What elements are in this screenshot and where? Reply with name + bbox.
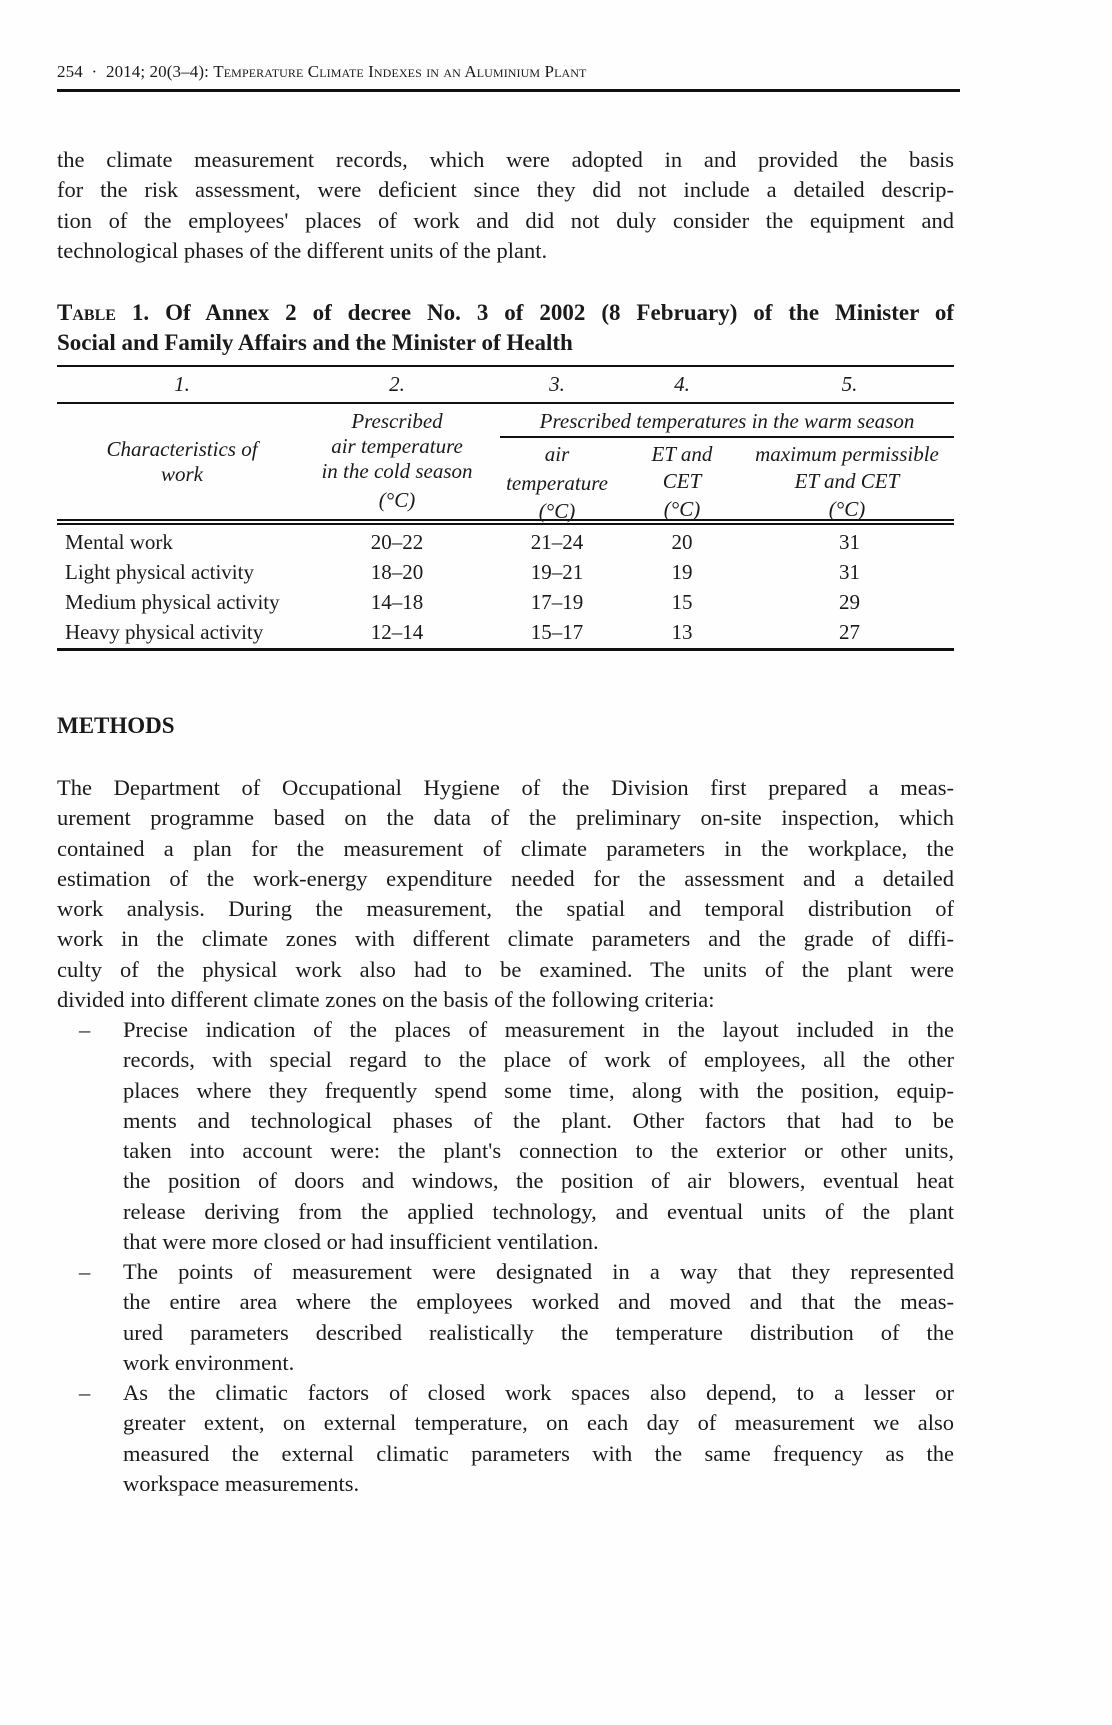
cell-work: Heavy physical activity [65, 620, 264, 644]
header-warm-season-group: Prescribed temperatures in the warm season [539, 409, 915, 433]
text-line: The points of measurement were designated in a way that they represented [123, 1259, 954, 1284]
header-line: (°C) [828, 497, 866, 521]
cell-cold-air: 18–20 [370, 560, 424, 584]
cell-warm-air: 17–19 [530, 590, 584, 614]
bullet-marker: – [79, 1259, 91, 1284]
text-line: technological phases of the different units of the plant. [57, 237, 548, 263]
header-line: air temperature [331, 434, 463, 458]
running-head [57, 62, 954, 82]
table-bottom-rule [57, 648, 954, 651]
caption-text: Social and Family Affairs and the Minister of Health [57, 330, 573, 355]
header-cold-season [307, 409, 487, 513]
cell-warm-air: 15–17 [530, 620, 584, 644]
header-line: (°C) [378, 488, 416, 512]
text-line: measured the external climatic parameters with the same frequency as the [123, 1440, 954, 1466]
header-line: in the cold season [321, 459, 473, 483]
column-number-2: 2. [389, 372, 405, 396]
cell-et-cet: 20 [671, 530, 693, 554]
cell-warm-air: 21–24 [530, 530, 584, 554]
cell-cold-air: 14–18 [370, 590, 424, 614]
running-title: Temperature Climate Indexes in an Aluminium Plant [213, 62, 587, 81]
header-rule [57, 89, 960, 92]
header-line: Characteristics of [106, 437, 258, 461]
cell-max-et-cet: 31 [839, 560, 860, 584]
column-number-3: 3. [549, 372, 565, 396]
text-line: ments and technological phases of the plant. Other factors that had to be [123, 1107, 954, 1133]
bullet-marker: – [79, 1380, 91, 1405]
column-number-4: 4. [674, 372, 690, 396]
text-line: that were more closed or had insufficient ventilation. [123, 1229, 599, 1255]
cell-work: Light physical activity [65, 560, 254, 584]
header-line: (°C) [538, 499, 576, 523]
cell-max-et-cet: 29 [839, 590, 860, 614]
cell-max-et-cet: 31 [839, 530, 860, 554]
text-line: The Department of Occupational Hygiene of the Division first prepared a meas- [57, 775, 954, 800]
cell-warm-air: 19–21 [530, 560, 584, 584]
text-line: work analysis. During the measurement, the spatial and temporal distribution of [57, 896, 954, 922]
cell-max-et-cet: 27 [839, 620, 860, 644]
text-line: tion of the employees' places of work and did not duly consider the equipment and [57, 207, 954, 233]
header-line: air [544, 442, 570, 466]
separator: · [91, 62, 98, 81]
text-line: culty of the physical work also had to be examined. The units of the plant were [57, 956, 954, 982]
text-line: divided into different climate zones on the basis of the following criteria: [57, 987, 715, 1013]
header-max-et-cet [747, 442, 947, 522]
cell-et-cet: 19 [671, 560, 693, 584]
cell-cold-air: 20–22 [370, 530, 424, 554]
column-number-5: 5. [841, 372, 858, 396]
text-line: work environment. [123, 1349, 295, 1375]
text-line: the climate measurement records, which were adopted in and provided the basis [57, 147, 954, 172]
cell-work: Mental work [65, 530, 173, 554]
cell-work: Medium physical activity [65, 590, 280, 614]
table-caption [57, 298, 954, 358]
text-line: for the risk assessment, were deficient since they did not include a detailed descrip- [57, 177, 954, 203]
header-line: ET and [651, 442, 713, 466]
text-line: work in the climate zones with different climate parameters and the grade of diffi- [57, 926, 954, 952]
intro-paragraph [57, 145, 954, 266]
text-line: Precise indication of the places of measurement in the layout included in the [123, 1017, 954, 1042]
methods-paragraph [57, 773, 954, 1015]
header-line: (°C) [663, 497, 701, 521]
header-characteristics [77, 437, 287, 487]
section-heading-methods: METHODS [57, 713, 175, 738]
text-line: estimation of the work-energy expenditure needed for the assessment and a detailed [57, 865, 954, 891]
text-line: records, with special regard to the place of work of employees, all the other [123, 1047, 954, 1073]
column-number-rule [57, 402, 954, 404]
header-line: CET [662, 469, 702, 493]
citation: 2014; 20(3–4): [105, 62, 209, 81]
text-line: greater extent, on external temperature, on each day of measurement we also [123, 1410, 954, 1436]
table-label: Table 1. [57, 300, 150, 325]
text-line: As the climatic factors of closed work spaces also depend, to a lesser or [123, 1380, 954, 1405]
group-header-rule [500, 436, 954, 438]
table-top-rule [57, 365, 954, 367]
text-line: workspace measurements. [123, 1470, 360, 1496]
text-line: places where they frequently spend some time, along with the position, equip- [123, 1077, 954, 1103]
header-et-cet [632, 442, 732, 522]
cell-cold-air: 12–14 [370, 620, 424, 644]
page-number: 254 [57, 62, 83, 81]
cell-et-cet: 15 [671, 590, 693, 614]
text-line: ured parameters described realistically the temperature distribution of the [123, 1319, 954, 1345]
text-line: the entire area where the employees worked and moved and that the meas- [123, 1289, 954, 1315]
text-line: taken into account were: the plant's connection to the exterior or other units, [123, 1138, 954, 1164]
caption-text: Of Annex 2 of decree No. 3 of 2002 (8 February) of the Minister of [165, 300, 954, 325]
text-line: the position of doors and windows, the position of air blowers, eventual heat [123, 1168, 954, 1194]
header-line: Prescribed [351, 409, 443, 433]
text-line: release deriving from the applied technology, and eventual units of the plant [123, 1198, 954, 1224]
column-number-1: 1. [174, 372, 190, 396]
header-line: work [161, 462, 203, 486]
header-line: maximum permissible [755, 442, 939, 466]
cell-et-cet: 13 [671, 620, 693, 644]
bullet-marker: – [79, 1017, 91, 1042]
header-line: ET and CET [794, 469, 900, 493]
header-line: temperature [506, 471, 608, 495]
text-line: urement programme based on the data of the preliminary on-site inspection, which [57, 805, 954, 831]
text-line: contained a plan for the measurement of climate parameters in the workplace, the [57, 835, 954, 861]
header-warm-air [497, 442, 617, 524]
